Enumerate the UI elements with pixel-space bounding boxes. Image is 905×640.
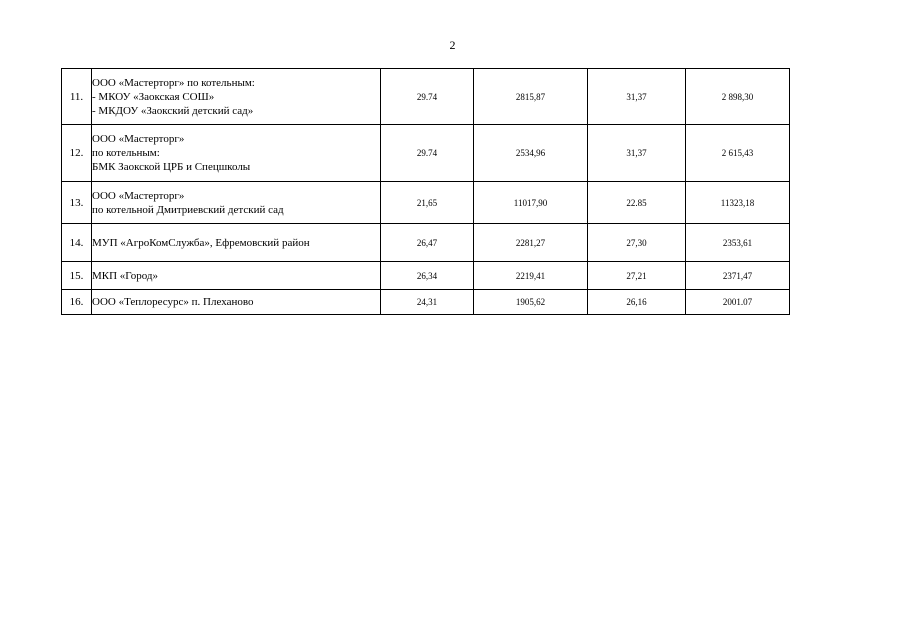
value-cell-2: 2534,96 bbox=[474, 125, 588, 182]
value-cell-4: 11323,18 bbox=[686, 182, 790, 224]
organization-name-line: БМК Заокской ЦРБ и Спецшколы bbox=[92, 161, 251, 173]
table-row bbox=[62, 262, 790, 290]
value-cell-1: 26,34 bbox=[381, 262, 474, 290]
organization-name-line: по котельным: bbox=[92, 147, 160, 159]
organization-name-line: ООО «Мастерторг» bbox=[92, 189, 185, 202]
value-cell-2: 2815,87 bbox=[474, 69, 588, 125]
table-row bbox=[62, 182, 790, 224]
value-cell-2: 11017,90 bbox=[474, 182, 588, 224]
table-row bbox=[62, 290, 790, 315]
value-cell-2: 2281,27 bbox=[474, 224, 588, 262]
value-cell-3: 27,21 bbox=[588, 262, 686, 290]
value-cell-3: 26,16 bbox=[588, 290, 686, 315]
organization-name-line: ООО «Мастерторг» bbox=[92, 133, 185, 145]
value-cell-1: 26,47 bbox=[381, 224, 474, 262]
value-cell-1: 29.74 bbox=[381, 69, 474, 125]
organization-name bbox=[92, 262, 381, 290]
page-number: 2 bbox=[449, 38, 456, 52]
organization-name-line: - МКДОУ «Заокский детский сад» bbox=[92, 104, 254, 117]
value-cell-2: 2219,41 bbox=[474, 262, 588, 290]
organization-name-line: по котельной Дмитриевский детский сад bbox=[92, 203, 284, 216]
value-cell-1: 29.74 bbox=[381, 125, 474, 182]
row-number: 13. bbox=[62, 182, 92, 224]
value-cell-3: 31,37 bbox=[588, 125, 686, 182]
row-number: 15. bbox=[62, 262, 92, 290]
row-number: 11. bbox=[62, 69, 92, 125]
value-cell-1: 24,31 bbox=[381, 290, 474, 315]
organization-name-line: МУП «АгроКомСлужба», Ефремовский район bbox=[92, 236, 310, 249]
value-cell-4: 2371,47 bbox=[686, 262, 790, 290]
organization-name bbox=[92, 224, 381, 262]
value-cell-3: 31,37 bbox=[588, 69, 686, 125]
value-cell-2: 1905,62 bbox=[474, 290, 588, 315]
organization-name bbox=[92, 290, 381, 315]
organization-name bbox=[92, 69, 381, 125]
tariff-table bbox=[61, 68, 790, 315]
table-row bbox=[62, 125, 790, 182]
organization-name bbox=[92, 125, 381, 182]
value-cell-3: 27,30 bbox=[588, 224, 686, 262]
table-row bbox=[62, 69, 790, 125]
organization-name-line: ООО «Теплоресурс» п. Плеханово bbox=[92, 296, 254, 308]
organization-name bbox=[92, 182, 381, 224]
value-cell-1: 21,65 bbox=[381, 182, 474, 224]
row-number: 16. bbox=[62, 290, 92, 315]
row-number: 14. bbox=[62, 224, 92, 262]
table-row bbox=[62, 224, 790, 262]
value-cell-4: 2 898,30 bbox=[686, 69, 790, 125]
organization-name-line: МКП «Город» bbox=[92, 269, 158, 282]
organization-name-line: - МКОУ «Заокская СОШ» bbox=[92, 90, 215, 103]
value-cell-4: 2 615,43 bbox=[686, 125, 790, 182]
organization-name-line: ООО «Мастерторг» по котельным: bbox=[92, 76, 255, 89]
value-cell-3: 22.85 bbox=[588, 182, 686, 224]
row-number: 12. bbox=[62, 125, 92, 182]
value-cell-4: 2353,61 bbox=[686, 224, 790, 262]
value-cell-4: 2001.07 bbox=[686, 290, 790, 315]
